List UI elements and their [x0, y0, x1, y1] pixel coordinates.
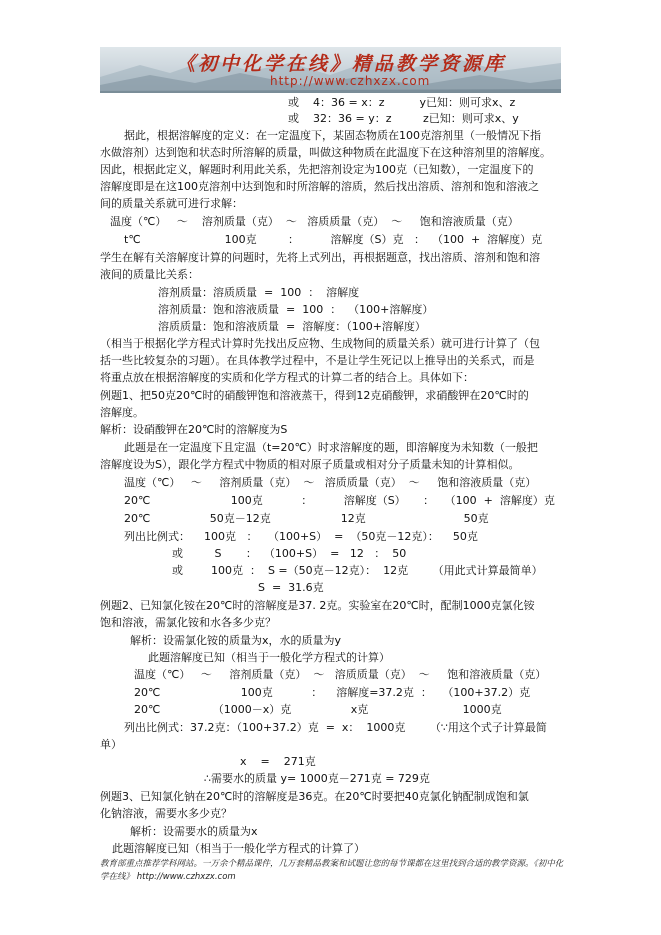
text-line: S = 31.6克 — [258, 581, 324, 594]
text-line: 列出比例式： 100克 ： （100+S） = （50克－12克）： 50克 — [124, 530, 478, 543]
text-line: 解析：设需要水的质量为x — [130, 825, 258, 838]
text-line: 因此，根据此定义，解题时利用此关系，先把溶剂设定为100克（已知数），一定温度下的 — [100, 163, 534, 176]
text-line: 溶质质量：饱和溶液质量 = 溶解度：（100+溶解度） — [158, 320, 426, 333]
text-line: 例题2、已知氯化铵在20℃时的溶解度是37. 2克。实验室在20℃时，配制1000克氯化铵 — [100, 599, 535, 612]
text-line: 此题是在一定温度下且定温（t=20℃）时求溶解度的题，即溶解度为未知数（一般把 — [124, 441, 538, 454]
text-line: 间的质量关系就可进行求解： — [100, 197, 243, 210]
text-line: 20℃ 100克 ： 溶解度=37.2克 ： （100+37.2）克 — [134, 686, 531, 699]
text-line: 或 S ： （100+S） = 12 ： 50 — [172, 547, 407, 560]
footer-note — [100, 858, 570, 884]
text-line: 温度（℃） ～ 溶剂质量（克） ～ 溶质质量（克） ～ 饱和溶液质量（克） — [110, 215, 519, 228]
banner-title: 《初中化学在线》精品教学资源库 — [176, 53, 507, 75]
header-banner — [100, 47, 561, 93]
text-line: 学生在解有关溶解度计算的问题时，先将上式列出，再根据题意，找出溶质、溶剂和饱和溶 — [100, 251, 540, 264]
text-line: 20℃ 100克 ： 溶解度（S） ： （100 + 溶解度）克 — [124, 494, 555, 507]
banner-url[interactable]: http://www.czhxzx.com — [270, 74, 431, 88]
text-line: 或 4：36 = x：z y已知：则可求x、z — [288, 96, 516, 109]
text-line: 溶解度即是在这100克溶剂中达到饱和时所溶解的溶质，然后找出溶质、溶剂和饱和溶液之 — [100, 180, 539, 193]
text-line: 溶剂质量：饱和溶液质量 = 100 ： （100+溶解度） — [158, 303, 434, 316]
text-line: 例题3、已知氯化钠在20℃时的溶解度是36克。在20℃时要把40克氯化钠配制成饱和氯 — [100, 790, 529, 803]
text-line: t℃ 100克 ： 溶解度（S）克 ： （100 + 溶解度）克 — [124, 233, 543, 246]
text-line: 将重点放在根据溶解度的实质和化学方程式的计算二者的结合上。具体如下： — [100, 371, 474, 384]
text-line: 化钠溶液，需要水多少克？ — [100, 807, 232, 820]
footer-text: 教育部重点推荐学科网站。一万余个精品课件，几万套精品教案和试题让您的每节课都在这里找到合适的教学资源。《初中化学在线》 — [100, 859, 564, 882]
text-line: 此题溶解度已知（相当于一般化学方程式的计算） — [148, 651, 390, 664]
text-line: 据此，根据溶解度的定义：在一定温度下，某固态物质在100克溶剂里（一般情况下指 — [124, 129, 541, 142]
text-line: 解析：设需氯化铵的质量为x，水的质量为y — [130, 634, 342, 647]
text-line: 20℃ 50克－12克 12克 50克 — [124, 512, 489, 525]
text-line: x = 271克 — [240, 755, 316, 768]
text-line: ∴需要水的质量 y= 1000克－271克 = 729克 — [204, 772, 430, 785]
text-line: 液间的质量比关系： — [100, 268, 199, 281]
text-line: 溶解度设为S），跟化学方程式中物质的相对原子质量或相对分子质量未知的计算相似。 — [100, 458, 520, 471]
text-line: （相当于根据化学方程式计算时先找出反应物、生成物间的质量关系）就可进行计算了（包 — [100, 337, 540, 350]
text-line: 溶解度。 — [100, 406, 144, 419]
text-line: 例题1、把50克20℃时的硝酸钾饱和溶液蒸干，得到12克硝酸钾，求硝酸钾在20℃时的 — [100, 389, 529, 402]
text-line: 温度（℃） ～ 溶剂质量（克） ～ 溶质质量（克） ～ 饱和溶液质量（克） — [134, 668, 547, 681]
text-line: 列出比例式：37.2克：（100+37.2）克 = x： 1000克 （∵用这个式子计算最简 — [124, 721, 547, 734]
text-line: 单） — [100, 738, 122, 751]
text-line: 括一些比较复杂的习题）。在具体教学过程中，不是让学生死记以上推导出的关系式，而是 — [100, 354, 535, 367]
text-line: 水做溶剂）达到饱和状态时所溶解的质量，叫做这种物质在此温度下在这种溶剂里的溶解度。 — [100, 146, 551, 159]
text-line: 20℃ （1000－x）克 x克 1000克 — [134, 703, 502, 716]
footer-url[interactable]: http://www.czhxzx.com — [136, 872, 236, 882]
text-line: 或 100克 ： S =（50克－12克）： 12克 （用此式计算最简单） — [172, 564, 543, 577]
text-line: 温度（℃） ～ 溶剂质量（克） ～ 溶质质量（克） ～ 饱和溶液质量（克） — [124, 476, 537, 489]
text-line: 饱和溶液，需氯化铵和水各多少克？ — [100, 616, 276, 629]
text-line: 溶剂质量：溶质质量 = 100 ： 溶解度 — [158, 286, 360, 299]
text-line: 或 32：36 = y：z z已知：则可求x、y — [288, 112, 519, 125]
text-line: 此题溶解度已知（相当于一般化学方程式的计算了） — [112, 842, 365, 855]
text-line: 解析：设硝酸钾在20℃时的溶解度为S — [100, 423, 288, 436]
